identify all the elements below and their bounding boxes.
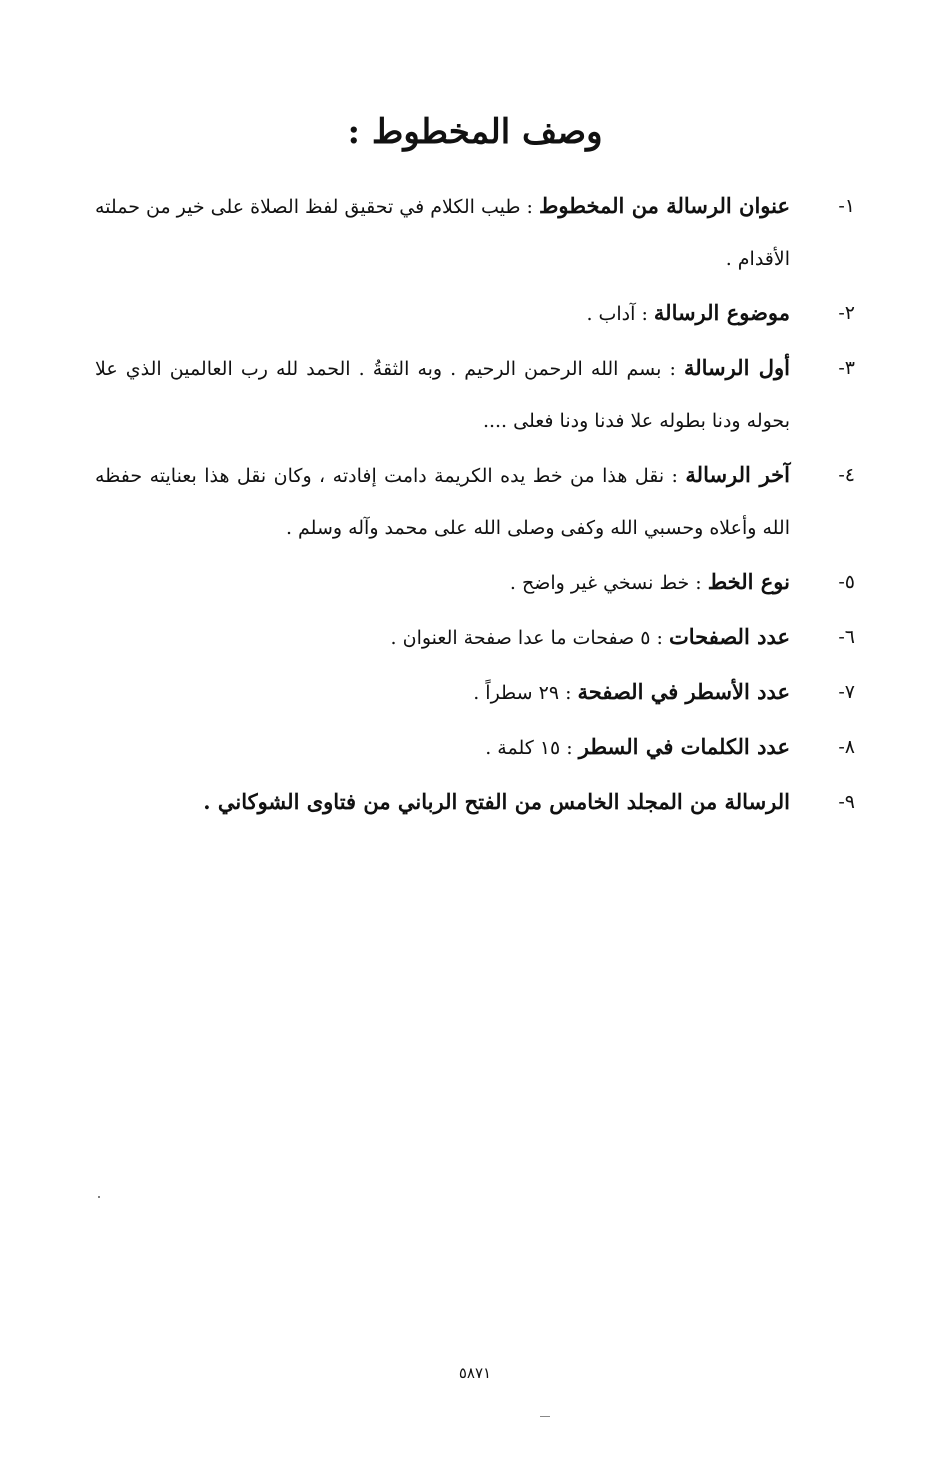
item-label: عدد الأسطر في الصفحة (577, 679, 790, 704)
list-item (95, 611, 855, 664)
list-item (95, 556, 855, 609)
item-label: عدد الصفحات (668, 624, 790, 649)
item-label: نوع الخط (707, 569, 790, 594)
item-number: ٥- (838, 571, 855, 593)
item-label: عدد الكلمات في السطر (578, 734, 790, 759)
list-item (95, 180, 855, 285)
item-label: آخر الرسالة (685, 462, 790, 487)
page-title: وصف المخطوط : (347, 112, 603, 152)
list-item (95, 342, 855, 447)
item-text: : ٢٩ سطراً . (473, 682, 578, 704)
item-number: ٨- (838, 736, 855, 758)
item-label: عنوان الرسالة من المخطوط (538, 193, 790, 218)
item-number: ٧- (838, 681, 855, 703)
item-number: ٢- (838, 302, 855, 324)
item-number: ٦- (838, 626, 855, 648)
scan-speck (98, 1196, 100, 1198)
manuscript-description-list (95, 180, 855, 831)
item-number: ١- (838, 195, 855, 217)
item-label: أول الرسالة (683, 355, 790, 380)
item-number: ٤- (838, 464, 855, 486)
page-number: ٥٨٧١ (458, 1364, 492, 1382)
item-text: : بسم الله الرحمن الرحيم . وبه الثقةُ . الحمد لله رب العالمين الذي علا بحوله ودنا بطوله علا فدنا ودنا فعلى .... (95, 358, 790, 432)
item-text: : نقل هذا من خط يده الكريمة دامت إفادته ، وكان نقل هذا بعنايته حفظه الله وأعلاه وحسبي الله وكفى وصلى الله على محمد وآله وسلم . (95, 465, 790, 539)
list-item (95, 666, 855, 719)
item-text: : آداب . (586, 303, 654, 325)
item-text: : ٥ صفحات ما عدا صفحة العنوان . (390, 627, 669, 649)
item-text: : ١٥ كلمة . (485, 737, 579, 759)
item-text: : خط نسخي غير واضح . (509, 572, 708, 594)
item-number: ٣- (838, 357, 855, 379)
item-text: : طيب الكلام في تحقيق لفظ الصلاة على خير من حملته الأقدام . (95, 196, 790, 270)
list-item (95, 776, 855, 829)
list-item (95, 287, 855, 340)
list-item (95, 449, 855, 554)
item-label: موضوع الرسالة (653, 300, 790, 325)
scan-speck (540, 1416, 550, 1417)
item-text: الرسالة من المجلد الخامس من الفتح الرباني من فتاوى الشوكاني . (203, 789, 790, 814)
item-number: ٩- (838, 791, 855, 813)
list-item (95, 721, 855, 774)
